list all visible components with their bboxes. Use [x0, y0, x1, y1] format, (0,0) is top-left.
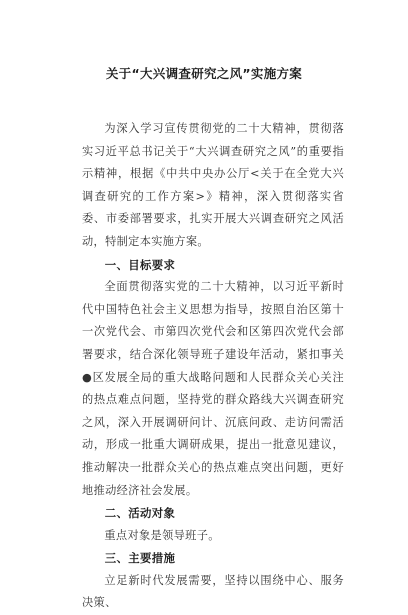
- section-heading-targets: 二、活动对象: [104, 506, 176, 521]
- intro-paragraph: 为深入学习宣传贯彻党的二十大精神，贯彻落实习近平总书记关于“大兴调查研究之风”的重要指示精神，根据《中共中央办公厅<关于在全党大兴调查研究的工作方案>》精神，深入贯彻落实省委、市委部署要求，扎实开展大兴调查研究之风活动，特制定本实施方案。: [82, 122, 344, 248]
- section-paragraph-targets: 重点对象是领导班子。: [104, 528, 220, 542]
- section-heading-goals: 一、目标要求: [104, 257, 176, 272]
- document-title: 关于“大兴调查研究之风”实施方案: [105, 66, 303, 81]
- section-paragraph-measures: 立足新时代发展需要，坚持以围绕中心、服务决策、: [82, 573, 344, 610]
- document-body: [82, 118, 344, 615]
- section-heading-measures: 三、主要措施: [104, 551, 176, 566]
- section-paragraph-goals: 全面贯彻落实党的二十大精神，以习近平新时代中国特色社会主义思想为指导，按照自治区第十一次党代会、市第四次党代会和区第四次党代会部署要求，结合深化领导班子建设年活动，紧扣事关●区发展全局的重大战略问题和人民群众关心关注的热点难点问题，坚持党的群众路线大兴调查研究之风，深入开展调研问计、沉底问政、走访问需活动，形成一批重大调研成果，提出一批意见建议，推动解决一批群众关心的热点难点突出问题，更好地推动经济社会发展。: [82, 280, 344, 497]
